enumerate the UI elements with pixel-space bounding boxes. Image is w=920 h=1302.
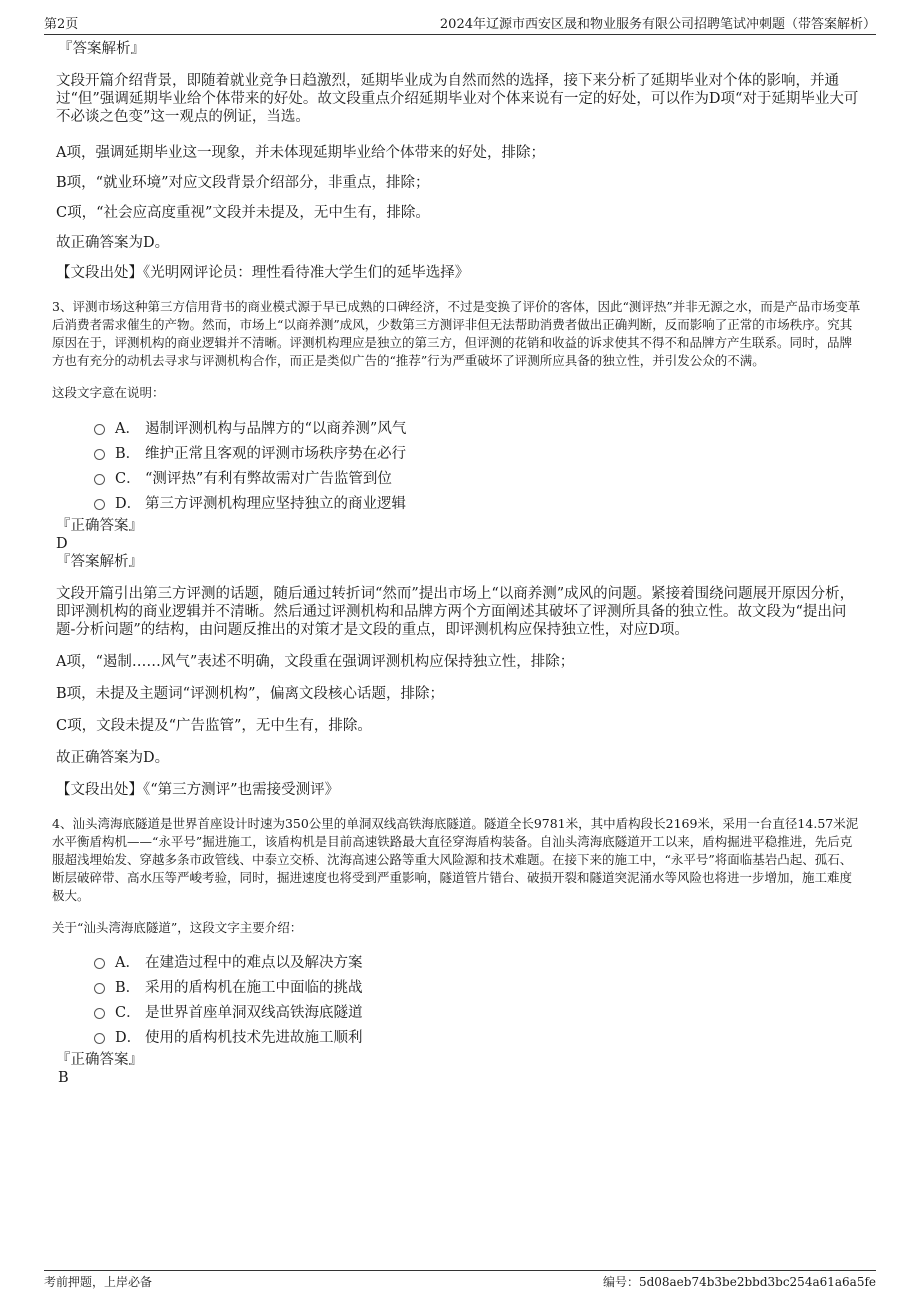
q3-source: 【文段出处】《“第三方测评”也需接受测评》 <box>56 781 340 798</box>
radio-button-icon[interactable] <box>94 1008 105 1019</box>
q3-answer: D <box>56 535 68 552</box>
page-header <box>44 10 876 35</box>
radio-button-icon[interactable] <box>94 1033 105 1044</box>
document-title: 2024年辽源市西安区晟和物业服务有限公司招聘笔试冲刺题（带答案解析） <box>439 17 876 32</box>
q2-option-b-analysis: B项，“就业环境”对应文段背景介绍部分，非重点，排除； <box>56 175 430 191</box>
q3-answer-label: 『正确答案』 <box>56 517 143 534</box>
page-footer <box>44 1270 876 1291</box>
q3-conclusion: 故正确答案为D。 <box>56 749 170 766</box>
radio-button-icon[interactable] <box>94 958 105 969</box>
q2-analysis-label: 『答案解析』 <box>58 41 145 57</box>
q4-options <box>56 949 864 1049</box>
q3-option-a[interactable]: A． 遏制评测机构与品牌方的“以商养测”风气 <box>94 415 864 440</box>
q4-answer: B <box>58 1070 69 1086</box>
radio-button-icon[interactable] <box>94 983 105 994</box>
q4-option-a[interactable]: A． 在建造过程中的难点以及解决方案 <box>94 949 864 974</box>
q2-option-c-analysis: C项，“社会应高度重视”文段并未提及，无中生有，排除。 <box>56 205 430 221</box>
q2-source: 【文段出处】《光明网评论员：理性看待准大学生们的延毕选择》 <box>56 265 470 281</box>
q3-options <box>56 415 864 515</box>
q4-option-b[interactable]: B． 采用的盾构机在施工中面临的挑战 <box>94 974 864 999</box>
q3-question: 这段文字意在说明： <box>52 385 165 400</box>
q3-option-c[interactable]: C． “测评热”有利有弊故需对广告监管到位 <box>94 465 864 490</box>
q2-analysis: 文段开篇介绍背景，即随着就业竞争日趋激烈，延期毕业成为自然而然的选择，接下来分析了延期毕业对个体的影响，并通过“但”强调延期毕业给个体带来的好处。故文段重点介绍延期毕业对个体来说有一定的好处，可以作为D项“对于延期毕业大可不必谈之色变”这一观点的例证，当选。 <box>56 73 859 125</box>
q3-stem: 3、评测市场这种第三方信用背书的商业模式源于早已成熟的口碑经济，不过是变换了评价的客体，因此“测评热”并非无源之水，而是产品市场变革后消费者需求催生的产物。然而，市场上“以商养测”成风，少数第三方测评非但无法帮助消费者做出正确判断，反而影响了正常的市场秩序。究其原因在于，评测机构的商业逻辑并不清晰。评测机构理应是独立的第三方，但评测的花销和收益的诉求使其不得不和品牌方产生联系。同时，品牌方也有充分的动机去寻求与评测机构合作，而正是类似广告的“推荐”行为严重破坏了评测所应具备的独立性，并引发公众的不满。 <box>52 299 861 368</box>
radio-button-icon[interactable] <box>94 449 105 460</box>
q3-option-b-analysis: B项，未提及主题词“评测机构”，偏离文段核心话题，排除； <box>56 685 444 702</box>
q4-answer-label: 『正确答案』 <box>56 1052 143 1068</box>
q4-option-c[interactable]: C． 是世界首座单洞双线高铁海底隧道 <box>94 999 864 1024</box>
page-number: 第2页 <box>44 17 79 32</box>
q3-option-a-analysis: A项，“遏制……风气”表述不明确，文段重在强调评测机构应保持独立性，排除； <box>56 653 575 670</box>
q3-analysis-label: 『答案解析』 <box>56 553 143 570</box>
q2-option-a-analysis: A项，强调延期毕业这一现象，并未体现延期毕业给个体带来的好处，排除； <box>56 145 545 161</box>
radio-button-icon[interactable] <box>94 499 105 510</box>
q4-option-d[interactable]: D． 使用的盾构机技术先进故施工顺利 <box>94 1024 864 1049</box>
page-content <box>52 40 864 1087</box>
footer-slogan: 考前押题，上岸必备 <box>44 1275 153 1289</box>
document-id: 编号：5d08aeb74b3be2bbd3bc254a61a6a5fe <box>602 1275 876 1289</box>
q3-option-d[interactable]: D． 第三方评测机构理应坚持独立的商业逻辑 <box>94 490 864 515</box>
q2-conclusion: 故正确答案为D。 <box>56 235 170 251</box>
radio-button-icon[interactable] <box>94 424 105 435</box>
radio-button-icon[interactable] <box>94 474 105 485</box>
q3-analysis: 文段开篇引出第三方评测的话题，随后通过转折词“然而”提出市场上“以商养测”成风的问题。紧接着围绕问题展开原因分析，即评测机构的商业逻辑并不清晰。然后通过评测机构和品牌方两个方面阐述其破坏了评测所具备的独立性。故文段为“提出问题-分析问题”的结构，由问题反推出的对策才是文段的重点，即评测机构应保持独立性，对应D项。 <box>56 585 855 638</box>
q3-option-c-analysis: C项，文段未提及“广告监管”，无中生有，排除。 <box>56 717 372 734</box>
q4-question: 关于“汕头湾海底隧道”，这段文字主要介绍： <box>52 919 303 935</box>
q3-option-b[interactable]: B． 维护正常且客观的评测市场秩序势在必行 <box>94 440 864 465</box>
q4-stem: 4、汕头湾海底隧道是世界首座设计时速为350公里的单洞双线高铁海底隧道。隧道全长9781米，其中盾构段长2169米，采用一台直径14.57米泥水平衡盾构机——“永平号”掘进施工，该盾构机是目前高速铁路最大直径穿海盾构装备。自汕头湾海底隧道开工以来，盾构掘进平稳推进，先后克服超浅埋始发、穿越多条市政管线、中泰立交桥、沈海高速公路等重大风险源和技术难题。在接下来的施工中，“永平号”将面临基岩凸起、孤石、断层破碎带、高水压等严峻考验，同时，掘进速度也将受到严重影响，隧道管片错台、破损开裂和隧道突泥涌水等风险也将进一步增加，施工难度极大。 <box>52 815 859 903</box>
